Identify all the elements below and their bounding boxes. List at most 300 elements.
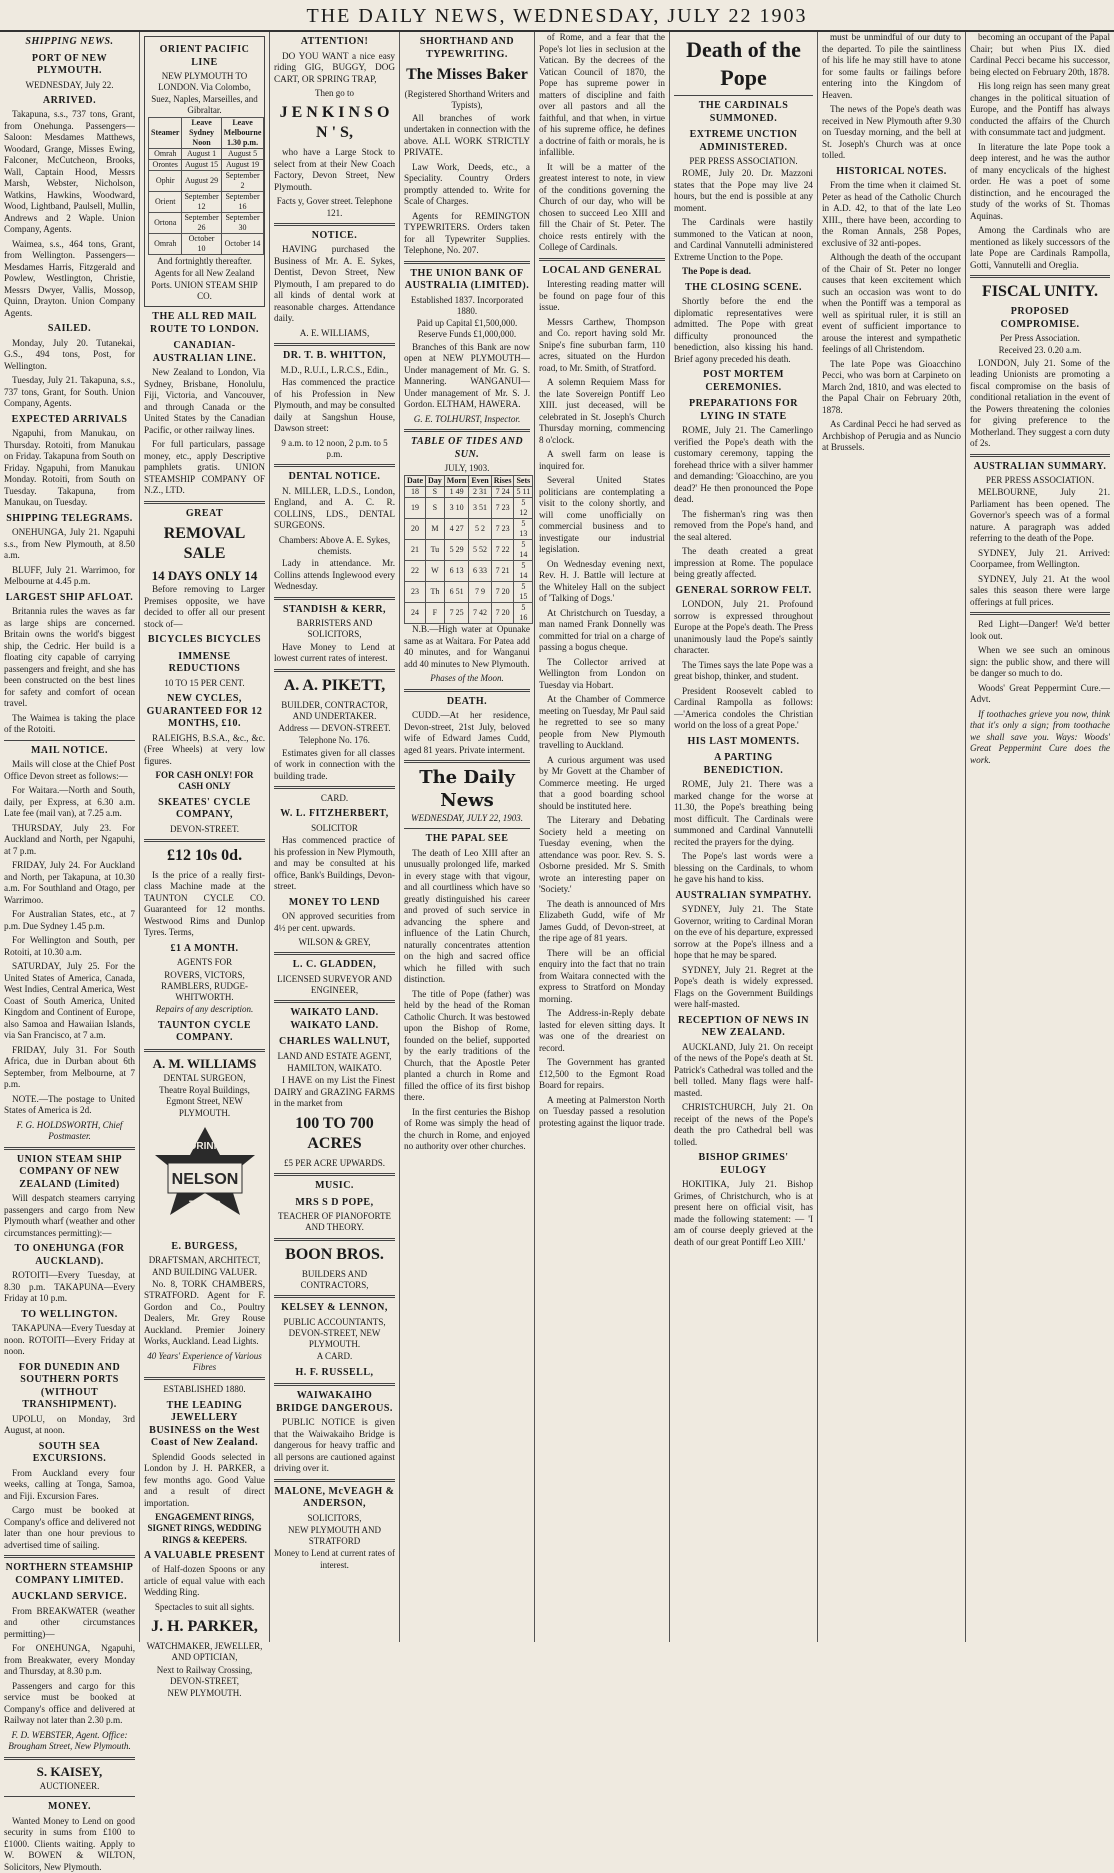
- divider: [4, 1796, 135, 1797]
- orient-heading: ORIENT PACIFIC LINE: [159, 44, 250, 68]
- historical-continued: His long reign has seen many great changes in the political situation of Europe, and the Pontiff has always conducted the affairs of the Church with consummate tact and judgment.: [970, 81, 1110, 137]
- news-item: AUCKLAND, July 21. On receipt of the news of the Pope's death at St. Patrick's Cathedral was tolled and the bell tolled. Many flags were half-masted.: [674, 1041, 813, 1098]
- barristers-label: BARRISTERS AND SOLICITORS,: [296, 618, 373, 640]
- divider: [144, 1049, 265, 1052]
- divider: [274, 1238, 395, 1241]
- historical-continued: becoming an occupant of the Papal Chair; but when Pius IX. died Cardinal Pecci became his successor, being elected on February 20th, 1878.: [970, 32, 1110, 77]
- mail-wellington: For Wellington and South, per Rotoiti, at 10.30 a.m.: [4, 935, 135, 957]
- editorial-text-2: The title of Pope (father) was held by the head of the Roman Catholic Church. It was bestowed upon the Bishop of Rome, founded on the belief, supported by the early traditions of the Church, that the Apostle Peter planted a church in Rome and filled the office of its first bishop there.: [404, 988, 530, 1103]
- misses-baker-sub: (Registered Shorthand Writers and Typists),: [404, 89, 530, 111]
- waimea-note: The Waimea is taking the place of the Rotoiti.: [4, 712, 135, 735]
- local-item: There will be an official enquiry into the fact that no train from Waitara connected with the express to Stratford on Monday morning.: [539, 947, 665, 1004]
- column-pope-news: [670, 32, 818, 1642]
- table-row: [149, 149, 264, 160]
- mail-waitara: For Waitara.—North and South, daily, per Express, at 6.30 a.m. Late fee (mail van), at 7.25 a.m.: [4, 785, 135, 819]
- divider: [404, 261, 530, 264]
- teas-label: TEAS: [188, 1197, 221, 1212]
- divider: [404, 760, 530, 763]
- table-cell: F: [426, 603, 445, 624]
- divider: [4, 1757, 135, 1760]
- skeates-heading: SKEATES' CYCLE COMPANY,: [158, 796, 251, 820]
- press-assoc-2: Per Press Association.: [1000, 333, 1080, 343]
- arrival-takapuna: Takapuna, s.s., 737 tons, Grant, from Onehunga. Passengers—Saloon: Mesdames Matthews, Woodard, Grange, Misses Ewing, Falconer, McCutcheon, Brooks, Wall, Captain Hood, Messrs Marsh, Webster, Nicholson, Watkins, Hawkins, Woodward, Wood, Lightband, Paulsell, Mullin, Andrews and 2 Waple. Union Company, Agents.: [4, 109, 135, 235]
- table-cell: 7 21: [491, 561, 514, 582]
- moon-phases-heading: Phases of the Moon.: [430, 673, 504, 684]
- cash-only-label: FOR CASH ONLY! FOR CASH ONLY: [155, 770, 254, 792]
- whitton-sub: M.D., R.U.I., L.R.C.S., Edin.,: [280, 364, 389, 375]
- divider: [404, 429, 530, 432]
- divider: [274, 597, 395, 600]
- month-label: £1 A MONTH.: [170, 942, 239, 954]
- table-cell: Th: [426, 582, 445, 603]
- dunedin-heading: FOR DUNEDIN AND SOUTHERN PORTS (WITHOUT TRANSHIPMENT).: [18, 1361, 121, 1411]
- death-notice-heading: DEATH.: [446, 695, 488, 707]
- theatre-address: Theatre Royal Buildings, Egmont Street, NEW PLYMOUTH.: [159, 1085, 250, 1118]
- death-of-pope-heading: Death of the Pope: [686, 37, 801, 90]
- table-cell: 7 42: [469, 603, 491, 624]
- factory-label: Facts y, Gover street. Telephone 121.: [276, 196, 393, 218]
- arrival-waimea: Waimea, s.s., 464 tons, Grant, from Wellington. Passengers—Mesdames Harris, Fitzgerald and Powlew, Westlington, Christie, Messrs Dwyer, Vallis, Mossop, Quinn, Drayton. Union Company Agents.: [4, 238, 135, 318]
- boon-sub: BUILDERS AND CONTRACTORS,: [300, 1268, 369, 1290]
- table-row: [405, 561, 533, 582]
- lying-in-state-heading: PREPARATIONS FOR LYING IN STATE: [688, 398, 799, 422]
- expected-heading: EXPECTED ARRIVALS: [11, 413, 128, 425]
- valuable-present: A VALUABLE PRESENT: [144, 1549, 265, 1561]
- orient-line-ad: [144, 36, 265, 307]
- table-header: Leave Melbourne 1.30 p.m.: [221, 118, 264, 149]
- divider: [144, 1377, 265, 1380]
- baker-text-1: All branches of work undertaken in connection with the above. ALL WORK STRICTLY PRIVATE.: [404, 112, 530, 157]
- dental-surgeon-label: DENTAL SURGEON,: [163, 1072, 246, 1083]
- tides-heading: TABLE OF TIDES AND SUN.: [410, 436, 524, 460]
- news-item: SYDNEY, July 21. Regret at the Pope's death is widely expressed. Flags on the Government Buildings were half-masted.: [674, 964, 813, 1010]
- russell-heading: H. F. RUSSELL,: [295, 1366, 374, 1378]
- table-row: [405, 519, 533, 540]
- press-assoc-3: PER PRESS ASSOCIATION.: [985, 475, 1095, 485]
- closing-scene-heading: THE CLOSING SCENE.: [684, 281, 803, 293]
- table-cell: Ophir: [149, 171, 182, 192]
- summary-text: MELBOURNE, July 21. Parliament has been opened. The Governor's speech was of a formal nature. A paragraph was added referring to the death of the Pope.: [970, 487, 1110, 544]
- table-cell: 6 13: [444, 561, 469, 582]
- gladden-sub: LICENSED SURVEYOR AND ENGINEER,: [277, 973, 392, 995]
- immense-label: IMMENSE REDUCTIONS: [168, 650, 241, 675]
- baker-text-2: Law Work, Deeds, etc., a Speciality. Country Orders promptly attended to. Write for Scale of Charges.: [404, 161, 530, 206]
- advert-text: Woods' Great Peppermint Cure.—Advt.: [970, 682, 1110, 705]
- table-cell: 24: [405, 603, 426, 624]
- table-row: [149, 171, 264, 192]
- table-cell: October 10: [182, 234, 221, 255]
- table-cell: 5 15: [514, 582, 533, 603]
- taunton-text: Is the price of a really first-class Machine made at the TAUNTON CYCLE CO. Guaranteed for 12 months. Westwood Rims and Dunlop Tyres. Terms,: [144, 869, 265, 938]
- route-text: New Zealand to London, Via Sydney, Brisbane, Honolulu, Fiji, Victoria, and Vancouver, and through Canada or the United States by the Canadian Pacific, or other railway lines.: [144, 367, 265, 435]
- standish-text: Have Money to Lend at lowest current rates of interest.: [274, 641, 395, 663]
- paper-title: The Daily News: [419, 767, 515, 811]
- divider: [274, 1383, 395, 1386]
- local-item: The Address-in-Reply debate lasted for eleven sitting days. It was one of the dreariest on record.: [539, 1008, 665, 1053]
- local-item: A solemn Requiem Mass for the late Sovereign Pontiff Leo XIII. just deceased, will be celebrated in St. Joseph's Church Thursday morning, commencing 8 o'clock.: [539, 377, 665, 445]
- drink-label: DRINK: [188, 1140, 221, 1152]
- table-header: Sets: [514, 476, 533, 487]
- historical-notes-heading: HISTORICAL NOTES.: [836, 165, 947, 177]
- table-cell: September 30: [221, 213, 264, 234]
- mail-thursday: THURSDAY, July 23. For Auckland and North, per Ngapuhi, at 7 p.m.: [4, 822, 135, 856]
- table-cell: 7 23: [491, 519, 514, 540]
- brands-label: ROVERS, VICTORS, RAMBLERS, RUDGE-WHITWORTH.: [160, 969, 248, 1002]
- postmaster-signoff: F. G. HOLDSWORTH, Chief Postmaster.: [16, 1119, 123, 1142]
- divider: [274, 669, 395, 672]
- burgess-sub: DRAFTSMAN, ARCHITECT, AND BUILDING VALUER.: [148, 1255, 261, 1277]
- local-item: The Government has granted £12,500 to the Egmont Road Board for repairs.: [539, 1057, 665, 1090]
- raleighs-text: RALEIGHS, B.S.A., &c., &c. (Free Wheels) at very low figures.: [144, 732, 265, 766]
- divider: [404, 689, 530, 692]
- sorrow-heading: GENERAL SORROW FELT.: [675, 584, 812, 596]
- table-cell: Omrah: [149, 149, 182, 160]
- news-item: ROME, July 21. The Camerlingo verified the Pope's death with the customary ceremony, tapping the forehead thrice with a silver hammer and demanding: 'Gioacchino, are you dead?' He then pronounced the Pope dead.: [674, 425, 813, 505]
- spoons-text: of Half-dozen Spoons or any article of equal value with each Wedding Ring.: [144, 1564, 265, 1598]
- divider: [274, 1295, 395, 1298]
- news-item: The Pope's last words were a blessing on the Cardinals, to whom he gave his hand to kiss.: [674, 851, 813, 885]
- fiscal-unity-heading: FISCAL UNITY.: [982, 283, 1098, 300]
- mail-saturday: SATURDAY, July 25. For the United States of America, Canada, West Indies, Central America, West Coast of South America, United Kingdom and Continent of Europe, also Samoa and Hawaiian Islands, via San Francisco, at 7 a.m.: [4, 961, 135, 1041]
- notice-signoff: A. E. WILLIAMS,: [299, 327, 370, 338]
- northern-steamship-heading: NORTHERN STEAMSHIP COMPANY LIMITED.: [5, 1562, 134, 1586]
- advert-text: If toothaches grieve you now, think that it's only a sign; from toothache we shall save you. Ways: Woods' Great Peppermint Cure does the work.: [970, 708, 1110, 765]
- summary-text: SYDNEY, July 21. Arrived: Coorpamee, from Wellington.: [970, 547, 1110, 570]
- wallnut-heading: CHARLES WALLNUT,: [279, 1036, 390, 1048]
- local-general-heading: LOCAL AND GENERAL: [542, 264, 662, 276]
- table-cell: August 15: [182, 160, 221, 171]
- taunton-heading: TAUNTON CYCLE COMPANY.: [157, 1019, 252, 1043]
- extreme-unction: EXTREME UNCTION ADMINISTERED.: [689, 129, 798, 153]
- baker-text-3: Agents for REMINGTON TYPEWRITERS. Orders taken for all Typewriter Supplies. Telephone, No. 207.: [404, 210, 530, 255]
- column-cables: [966, 32, 1114, 1642]
- table-cell: 4 27: [444, 519, 469, 540]
- established-label: ESTABLISHED 1880.: [163, 1384, 246, 1395]
- divider: [404, 828, 530, 829]
- table-header: Rises: [491, 476, 514, 487]
- table-cell: 21: [405, 540, 426, 561]
- mail-south-africa: FRIDAY, July 31. For South Africa, due in Durban about 6th September, from Melbourne, at 7 p.m.: [4, 1044, 135, 1090]
- to-onehunga-heading: TO ONEHUNGA (FOR AUCKLAND).: [14, 1243, 125, 1267]
- sailed-heading: SAILED.: [47, 323, 92, 335]
- then-label: Then go to: [315, 88, 354, 98]
- table-cell: S: [426, 487, 445, 498]
- nelson-teas-emblem: [150, 1125, 260, 1235]
- historical-text: The late Pope was Gioacchino Pecci, who was born at Carpineto on March 2nd, 1810, and was elected to the Papal Chair on February 20th, 1878.: [822, 358, 961, 415]
- divider: [274, 1000, 395, 1003]
- pikett-address: Address — DEVON-STREET.: [278, 723, 391, 733]
- canadian-australian-heading: CANADIAN-AUSTRALIAN LINE.: [152, 340, 257, 364]
- music-heading: MUSIC.: [315, 1180, 354, 1191]
- divider: [274, 223, 395, 226]
- local-item: The Literary and Debating Society held a meeting on Tuesday evening, when the attendance was poor. Rev. S. S. Osborne presided. Mr S. Smith wrote an interesting paper on 'Society.': [539, 815, 665, 894]
- agents-note: Agents for all New Zealand Ports. UNION STEAM SHIP CO.: [151, 268, 258, 301]
- malone-heading: MALONE, McVEAGH & ANDERSON,: [274, 1485, 395, 1509]
- editorial-text-3: In the first centuries the Bishop of Rome was simply the head of the church in Rome, and enjoyed no authority over other churches.: [404, 1106, 530, 1152]
- divider: [144, 501, 265, 504]
- table-row: [405, 540, 533, 561]
- hamilton-label: HAMILTON, WAIKATO.: [287, 1063, 382, 1073]
- removal-sale-heading: REMOVAL SALE: [163, 525, 246, 562]
- leading-jewellery: THE LEADING JEWELLERY BUSINESS on the West Coast of New Zealand.: [149, 1399, 260, 1448]
- union-bank-heading: THE UNION BANK OF AUSTRALIA (LIMITED).: [404, 267, 530, 291]
- table-cell: 3 10: [444, 498, 469, 519]
- cardinals-summoned: THE CARDINALS SUMMONED.: [698, 100, 789, 124]
- bank-capital: Paid up Capital £1,500,000. Reserve Funds £1,000,000.: [416, 318, 518, 340]
- waikato-heading: WAIKATO LAND. WAIKATO LAND.: [290, 1007, 379, 1031]
- south-sea-heading: SOUTH SEA EXCURSIONS.: [32, 1440, 107, 1465]
- local-item: Several United States politicians are contemplating a visit to the colony shortly, and will come unofficially on commercial business and to investigate our industrial legislation.: [539, 475, 665, 554]
- fortnightly-note: And fortnightly thereafter.: [157, 256, 252, 266]
- column-ads-2: [270, 32, 400, 1642]
- south-sea-text: From Auckland every four weeks, calling at Tonga, Samoa, and Fiji. Excursion Fares.: [4, 1467, 135, 1501]
- malone-sub: SOLICITORS,: [307, 1512, 362, 1523]
- divider: [970, 275, 1110, 278]
- notice-heading: NOTICE.: [311, 229, 358, 241]
- pikett-sub: BUILDER, CONTRACTOR, AND UNDERTAKER.: [281, 699, 388, 721]
- divider: [274, 786, 395, 789]
- standish-heading: STANDISH & KERR,: [282, 603, 387, 615]
- table-cell: Tu: [426, 540, 445, 561]
- mail-intro: Mails will close at the Chief Post Office Devon street as follows:—: [4, 759, 135, 781]
- shorthand-heading: SHORTHAND AND TYPEWRITING.: [419, 36, 515, 60]
- column-shipping: [0, 32, 140, 1872]
- jewellery-text: Splendid Goods selected in London by J. H. PARKER, a few months ago. Good Value and a result of direct importation.: [144, 1451, 265, 1508]
- land-label: LAND AND ESTATE AGENT,: [277, 1050, 392, 1061]
- bank-inspector: G. E. TOLHURST, Inspector.: [413, 413, 521, 424]
- table-row: [149, 213, 264, 234]
- table-header: Day: [426, 476, 445, 487]
- notice-text: HAVING purchased the Business of Mr. A. E. Sykes, Dentist, Devon Street, New Plymouth, I am prepared to do all kinds of dental work at reasonable charges. Attendance daily.: [274, 244, 395, 324]
- fitzherbert-text: Has commenced practice of his profession in New Plymouth, and may be consulted at his office, Bank's Buildings, Devon-street.: [274, 835, 395, 891]
- table-cell: 2 31: [469, 487, 491, 498]
- table-cell: 22: [405, 561, 426, 582]
- news-item: LONDON, July 21. Profound sorrow is expressed throughout Europe at the Pope's death. The Press unanimously laud the Pope's saintly character.: [674, 599, 813, 656]
- local-item: Messrs Carthew, Thompson and Co. report having sold Mr. Snipe's fine suburban farm, 110 acres, situated on the Hurdon road, to Mr. Smith, of Stratford.: [539, 316, 665, 373]
- mail-postage-note: NOTE.—The postage to United States of America is 2d.: [4, 1093, 135, 1116]
- news-item: CHRISTCHURCH, July 21. On receipt of the news of the Pope's death the pro Cathedral bell was tolled.: [674, 1102, 813, 1147]
- to-wellington-heading: TO WELLINGTON.: [21, 1308, 118, 1320]
- bicycles-label: BICYCLES BICYCLES: [147, 634, 262, 646]
- local-item: At the Chamber of Commerce meeting on Tuesday, Mr Paul said he regretted to see so many people from New Plymouth travelling to Auckland.: [539, 694, 665, 750]
- breakwater-text: From BREAKWATER (weather and other circumstances permitting)—: [4, 1605, 135, 1639]
- table-cell: August 19: [221, 160, 264, 171]
- divider: [539, 258, 665, 261]
- table-cell: August 29: [182, 171, 221, 192]
- news-item: President Roosevelt cabled to Cardinal Rampolla as follows:—'America condoles the Christian world on the loss of a great Pope.': [674, 685, 813, 731]
- divider: [274, 1173, 395, 1176]
- card-label-2: A CARD.: [316, 1351, 353, 1362]
- money-lend-text: ON approved securities from 4½ per cent. upwards.: [274, 911, 395, 933]
- table-cell: 5 11: [514, 487, 533, 498]
- table-cell: October 14: [221, 234, 264, 255]
- historical-continued: Among the Cardinals who are mentioned as likely successors of the late Pope are Cardinals Rampolla, Gotti, Vannutelli and Oreglia.: [970, 225, 1110, 270]
- divider: [674, 95, 813, 96]
- misses-baker-heading: The Misses Baker: [406, 66, 528, 83]
- local-item: Interesting reading matter will be found on page four of this issue.: [539, 279, 665, 312]
- money-lend-heading: MONEY TO LEND: [288, 896, 381, 908]
- onehunga-service: For ONEHUNGA, Ngapuhi, from Breakwater, every Monday and Thursday, at 8.30 p.m.: [4, 1643, 135, 1677]
- editorial-continued-2: It will be a matter of the greatest interest to note, in view of the conditions governing the Church of our day, who will be chosen to succeed Leo XIII and fill the Chair of St. Peter. The choice rests entirely with the College of Cardinals.: [539, 161, 665, 252]
- news-item: HOKITIKA, July 21. Bishop Grimes, of Christchurch, who is at present here on official visit, has made the following statement: — 'I am of course deeply grieved at the death of our great Pontiff Leo XIII.': [674, 1179, 813, 1247]
- divider: [274, 952, 395, 955]
- table-cell: 5 29: [444, 540, 469, 561]
- solicitor-label: SOLICITOR: [311, 822, 358, 833]
- wilson-label: WILSON & GREY,: [298, 937, 371, 947]
- compromise-heading: PROPOSED COMPROMISE.: [1000, 306, 1080, 330]
- pope-teacher-heading: MRS S D POPE,: [295, 1196, 374, 1208]
- reception-heading: RECEPTION OF NEWS IN NEW ZEALAND.: [677, 1014, 810, 1039]
- booking-text: Passengers and cargo for this service must be booked at Company's office and delivered at Railway not later than 2.30 p.m.: [4, 1680, 135, 1726]
- news-item: The death created a great impression at Rome. The populace being greatly affected.: [674, 546, 813, 580]
- table-cell: 23: [405, 582, 426, 603]
- attention-heading: ATTENTION!: [300, 36, 369, 47]
- table-cell: 6 33: [469, 561, 491, 582]
- post-mortem-heading: POST MORTEM CEREMONIES.: [703, 369, 784, 393]
- money-text: Wanted Money to Lend on good security in sums from £100 to £1000. Clients waiting. Apply to W. BOWEN & WILTON, Solicitors, New Plymouth.: [4, 1815, 135, 1872]
- news-item: The Times says the late Pope was a great bishop, thinker, and student.: [674, 659, 813, 682]
- percent-label: 10 TO 15 PER CENT.: [164, 677, 245, 688]
- table-header: Even: [469, 476, 491, 487]
- table-header: Leave Sydney Noon: [182, 118, 221, 149]
- malone-money: Money to Lend at current rates of interest.: [274, 1548, 395, 1570]
- sailed-takapuna: Tuesday, July 21. Takapuna, s.s., 737 tons, Grant, for South. Union Company, Agents.: [4, 375, 135, 409]
- years-label: 40 Years' Experience of Various Fibres: [147, 1350, 262, 1372]
- orient-subheading: NEW PLYMOUTH TO LONDON. Via Colombo, Suez, Naples, Marseilles, and Gibraltar.: [151, 71, 258, 115]
- table-row: [405, 498, 533, 519]
- divider: [274, 343, 395, 346]
- sympathy-heading: AUSTRALIAN SYMPATHY.: [675, 889, 812, 901]
- malone-address: NEW PLYMOUTH AND STRATFORD: [288, 1524, 381, 1546]
- shipping-news-heading: SHIPPING NEWS.: [25, 36, 114, 47]
- fitzherbert-heading: W. L. FITZHERBERT,: [280, 808, 389, 820]
- burgess-text: No. 8, TORK CHAMBERS, STRATFORD. Agent for F. Gordon and Co., Poultry Dealers, Mr. Grey Rouse Auckland. Premier Joinery Works, Auckland. Lead Lights.: [144, 1278, 265, 1347]
- nelson-label: NELSON: [171, 1170, 238, 1188]
- tides-table: [404, 475, 533, 624]
- news-item: ROME, July 20. Dr. Mazzoni states that the Pope may live 24 hours, but the end is possible at any moment.: [674, 168, 813, 213]
- table-row: [149, 192, 264, 213]
- spectacles-label: Spectacles to suit all sights.: [154, 1601, 255, 1612]
- usc-intro: Will despatch steamers carrying passengers and cargo from New Plymouth wharf (weather and other circumstances permitting):—: [4, 1193, 135, 1238]
- local-item: A curious argument was used by Mr Govett at the Chamber of Commerce meeting. He urged that a good boarding school should be instituted here.: [539, 754, 665, 811]
- expected-arrivals: Ngapuhi, from Manukau, on Thursday. Rotoiti, from Manukau on Friday. Takapuna from South on Friday. Ngapuhi, from Manukau Monday. Rotoiti, from South on Tuesday. Takapuna, from Manukau, on Tuesday.: [4, 428, 135, 508]
- paper-date: WEDNESDAY, JULY 22, 1903.: [411, 813, 523, 823]
- table-cell: S: [426, 498, 445, 519]
- lady-text: Lady in attendance. Mr. Collins attends Inglewood every Wednesday.: [274, 558, 395, 591]
- australian-summary-heading: AUSTRALIAN SUMMARY.: [973, 460, 1107, 472]
- historical-text: Although the death of the occupant of the Chair of St. Peter no longer causes that keen excitement which such an occasion was wont to do when the Pontiff was a temporal as well as spiritual ruler, it is still an event of sufficient importance to arouse the interest and sympathetic feelings of all Christendom.: [822, 252, 961, 354]
- telegrams-heading: SHIPPING TELEGRAMS.: [6, 512, 133, 524]
- column-local: [535, 32, 670, 1642]
- table-row: [405, 603, 533, 624]
- papal-see-heading: THE PAPAL SEE: [425, 833, 509, 845]
- divider: [144, 839, 265, 842]
- kelsey-heading: KELSEY & LENNON,: [281, 1302, 388, 1313]
- bank-established: Established 1837. Incorporated 1880.: [410, 294, 524, 316]
- column-historical: [818, 32, 966, 1642]
- table-cell: September 26: [182, 213, 221, 234]
- auckland-service-heading: AUCKLAND SERVICE.: [11, 1591, 128, 1603]
- pope-teacher-sub: TEACHER OF PIANOFORTE AND THEORY.: [278, 1211, 391, 1233]
- union-steamship-heading: UNION STEAM SHIP COMPANY OF NEW ZEALAND (Limited): [16, 1153, 123, 1190]
- table-cell: 5 14: [514, 540, 533, 561]
- column-editorial: [400, 32, 535, 1642]
- repairs-label: Repairs of any description.: [155, 1004, 254, 1015]
- press-assoc: PER PRESS ASSOCIATION.: [689, 156, 798, 166]
- all-red-heading: THE ALL RED MAIL ROUTE TO LONDON.: [149, 311, 260, 335]
- table-cell: 7 23: [491, 498, 514, 519]
- tides-note: N.B.—High water at Opunake same as at Waitara. For Patea add 40 minutes, and for Wanganui add 40 minutes to New Plymouth.: [404, 624, 530, 669]
- editorial-text-1: The death of Leo XIII after an unusually prolonged life, marked in every stage with that vigour, and all courtliness which have so greatly distinguished his career and proved of such service in advancing the sphere and influence of the Latin Church, naturally concentrates attention on the high and sacred office which he filled with such distinction.: [404, 847, 530, 985]
- rings-label: ENGAGEMENT RINGS, SIGNET RINGS, WEDDING RINGS & KEEPERS.: [147, 1512, 262, 1545]
- jenkinson-heading: J E N K I N S O N ' S,: [279, 104, 390, 142]
- per-acre-label: £5 PER ACRE UPWARDS.: [283, 1157, 386, 1168]
- arrived-heading: ARRIVED.: [42, 94, 97, 106]
- date-line: WEDNESDAY, July 22.: [25, 79, 114, 90]
- last-moments-heading: HIS LAST MOMENTS.: [687, 735, 800, 747]
- parker-address: Next to Railway Crossing, DEVON-STREET,: [156, 1664, 253, 1686]
- am-williams-heading: A. M. WILLIAMS: [152, 1055, 257, 1071]
- table-cell: 7 20: [491, 603, 514, 624]
- acres-heading: 100 TO 700 ACRES: [295, 1114, 374, 1152]
- mail-friday: FRIDAY, July 24. For Auckland and North, per Takapuna, at 10.30 a.m. For Southland and Otago, per Warrimoo.: [4, 860, 135, 905]
- to-wellington-text: TAKAPUNA—Every Tuesday at noon. ROTOITI—Every Friday at noon.: [4, 1323, 135, 1357]
- whitton-text: Has commenced the practice of his Profession in New Plymouth, and may be consulted daily at Sangshun House, Dawson street:: [274, 377, 395, 433]
- kaisey-heading: S. KAISEY,: [36, 1763, 103, 1779]
- devon-street-label: DEVON-STREET.: [169, 823, 240, 834]
- particulars-text: For full particulars, passage money, etc., apply Descriptive pamphlets gratis. UNION STEAMSHIP COMPANY OF N.Z., LTD.: [144, 439, 265, 495]
- table-cell: 5 16: [514, 603, 533, 624]
- editorial-continued-1: of Rome, and a fear that the Pope's lot lies in seclusion at the Vatican. By the decrees of the Vatican Council of 1870, the Pope has supreme power in matters of discipline and faith over all pastors and all the faithful, and that when, in virtue of his supreme office, he defines a doctrine of faith or morals, he is infallible.: [539, 32, 665, 157]
- historical-text: From the time when it claimed St. Peter as head of the Catholic Church in A.D. 42, to that of the late Leo XIII., there have been, according to the Roman Annals, 258 Popes, exclusive of 32 anti-popes.: [822, 180, 961, 248]
- table-cell: 7 9: [469, 582, 491, 603]
- table-cell: September 12: [182, 192, 221, 213]
- received-label: Received 23. 0.20 a.m.: [998, 345, 1082, 356]
- table-cell: 1 49: [444, 487, 469, 498]
- table-row: [149, 234, 264, 255]
- death-notice-text: CUDD.—At her residence, Devon-street, 21st July, beloved wife of Edward James Cudd, aged 81 years. Private interment.: [404, 710, 530, 755]
- agent-webster: F. D. WEBSTER, Agent. Office: Brougham Street, New Plymouth.: [8, 1729, 131, 1752]
- table-header: Date: [405, 476, 426, 487]
- bank-branches: Branches of this Bank are now open at NEW PLYMOUTH—Under management of Mr. G. S. Mannering. WANGANUI—Under management of Mr. S. J. Gordon. ELTHAM, HAWERA.: [404, 341, 530, 409]
- table-row: [405, 582, 533, 603]
- historical-text: As Cardinal Pecci he had served as Archbishop of Perugia and as Nuncio at Brussels.: [822, 419, 961, 452]
- agents-for-label: AGENTS FOR: [176, 957, 233, 968]
- divider: [970, 454, 1110, 457]
- auctioneer-label: AUCTIONEER.: [39, 1781, 100, 1791]
- price-heading: £12 10s 0d.: [166, 846, 243, 864]
- gladden-heading: L. C. GLADDEN,: [292, 959, 377, 971]
- bridge-heading: WAIWAKAIHO BRIDGE DANGEROUS.: [276, 1390, 393, 1414]
- days-only: 14 DAYS ONLY 14: [151, 568, 258, 583]
- table-header: Steamer: [149, 118, 182, 149]
- table-cell: 5 2: [469, 519, 491, 540]
- divider: [4, 740, 135, 741]
- dental-notice-heading: DENTAL NOTICE.: [288, 471, 381, 482]
- table-cell: 18: [405, 487, 426, 498]
- table-cell: 5 13: [514, 519, 533, 540]
- local-item: The Collector arrived at Wellington from London on Tuesday via Hobart.: [539, 656, 665, 690]
- table-row: [149, 160, 264, 171]
- largest-ship-text: Britannia rules the waves as far as large ships are concerned. Britain owns the world's biggest ship, the Cedric. Her build is a floating city capable of carrying passengers and freight, and she has been constructed on the best lines for safety and comfort of ocean travel.: [4, 606, 135, 709]
- dental-text: N. MILLER, L.D.S., London, England, and A. C. R. COLLINS, LDS., DENTAL SURGEONS.: [274, 485, 395, 530]
- whitton-hours: 9 a.m. to 12 noon, 2 p.m. to 5 p.m.: [281, 437, 388, 459]
- new-cycles-label: NEW CYCLES, GUARANTEED FOR 12 MONTHS, £10.: [146, 693, 263, 729]
- table-cell: 7 25: [444, 603, 469, 624]
- table-cell: 5 14: [514, 561, 533, 582]
- advert-text: Red Light—Danger! We'd better look out.: [970, 619, 1110, 641]
- table-cell: M: [426, 519, 445, 540]
